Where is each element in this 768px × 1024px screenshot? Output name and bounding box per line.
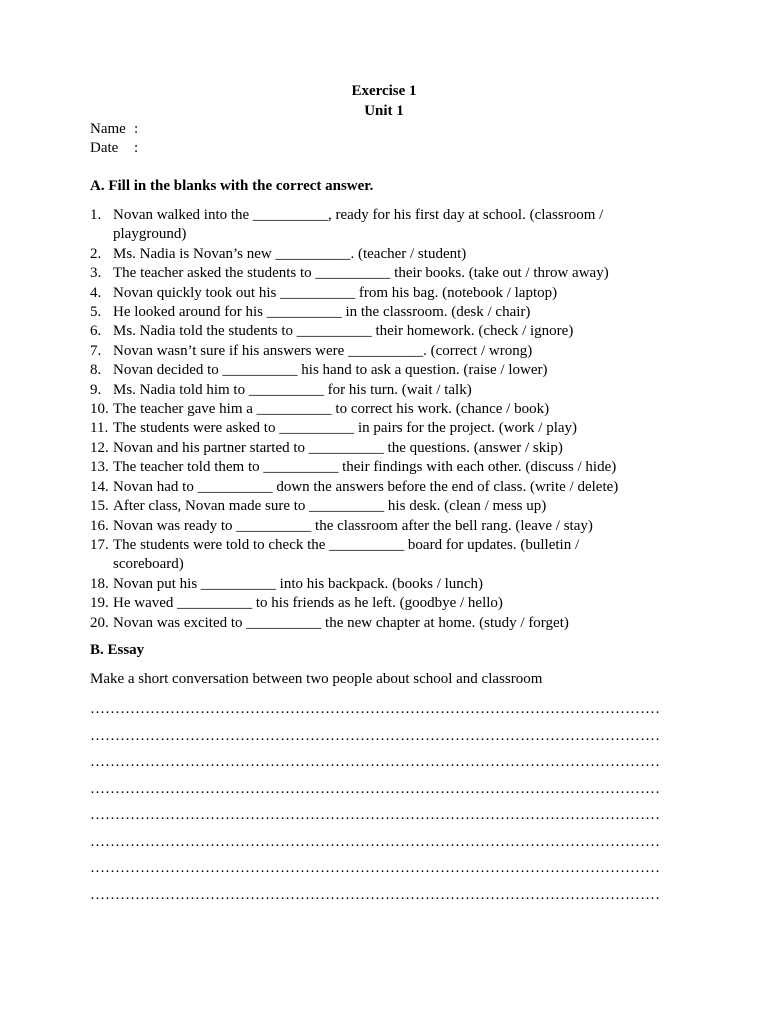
- student-info: [90, 120, 138, 158]
- question-number: 14.: [90, 478, 109, 495]
- question-text: Novan decided to __________ his hand to ask a question. (raise / lower): [113, 362, 548, 379]
- question-item: [90, 361, 650, 380]
- question-item: [90, 575, 650, 594]
- question-number: 6.: [90, 323, 102, 340]
- question-number: 15.: [90, 498, 109, 515]
- question-text: Novan was ready to __________ the classroom after the bell rang. (leave / stay): [113, 517, 593, 534]
- title-block: [0, 81, 768, 121]
- question-text: The students were told to check the __________ board for updates. (bulletin / scoreboard): [113, 536, 580, 573]
- question-number: 3.: [90, 265, 102, 282]
- question-item: [90, 206, 650, 245]
- question-text: The teacher told them to __________ their findings with each other. (discuss / hide): [113, 459, 617, 476]
- question-text: He looked around for his __________ in the classroom. (desk / chair): [113, 304, 531, 321]
- question-number: 19.: [90, 595, 109, 612]
- answer-line[interactable]: ……………………………………………………………………………………………………: [90, 807, 660, 823]
- question-text: After class, Novan made sure to __________ his desk. (clean / mess up): [113, 498, 547, 515]
- question-number: 17.: [90, 536, 109, 553]
- question-number: 8.: [90, 362, 102, 379]
- unit-subtitle: Unit 1: [364, 103, 404, 119]
- question-list: [90, 206, 650, 633]
- date-colon: :: [134, 140, 139, 156]
- question-text: Novan had to __________ down the answers before the end of class. (write / delete): [113, 478, 619, 495]
- question-number: 1.: [90, 207, 102, 223]
- question-item: [90, 594, 650, 613]
- question-text: Novan wasn’t sure if his answers were __________. (correct / wrong): [113, 342, 533, 359]
- answer-line[interactable]: ……………………………………………………………………………………………………: [90, 727, 660, 744]
- question-text: Novan put his __________ into his backpack. (books / lunch): [113, 575, 483, 592]
- question-item: [90, 458, 650, 477]
- essay-prompt: Make a short conversation between two people about school and classroom: [90, 671, 543, 687]
- question-text: Novan walked into the __________, ready for his first day at school. (classroom / playground): [113, 207, 604, 243]
- question-number: 13.: [90, 459, 109, 476]
- question-number: 10.: [90, 401, 109, 418]
- question-item: [90, 400, 650, 419]
- answer-line[interactable]: ……………………………………………………………………………………………………: [90, 886, 660, 903]
- question-number: 9.: [90, 381, 102, 398]
- question-number: 11.: [90, 420, 109, 437]
- question-text: Ms. Nadia told the students to __________ their homework. (check / ignore): [113, 323, 574, 340]
- question-text: The teacher gave him a __________ to correct his work. (chance / book): [113, 401, 550, 418]
- date-label: Date: [90, 140, 119, 156]
- exercise-title: Exercise 1: [351, 83, 417, 99]
- name-label: Name: [90, 121, 126, 137]
- question-number: 2.: [90, 245, 102, 262]
- question-item: [90, 342, 650, 361]
- question-item: [90, 536, 650, 575]
- question-number: 16.: [90, 517, 109, 534]
- essay-answer-lines: [90, 700, 678, 912]
- question-number: 18.: [90, 575, 109, 592]
- answer-line[interactable]: ……………………………………………………………………………………………………: [90, 701, 660, 717]
- question-text: Ms. Nadia told him to __________ for his turn. (wait / talk): [113, 381, 472, 398]
- question-item: [90, 303, 650, 322]
- name-colon: :: [134, 121, 139, 137]
- question-number: 4.: [90, 284, 102, 301]
- question-text: He waved __________ to his friends as he left. (goodbye / hello): [113, 595, 503, 612]
- section-a-heading: A. Fill in the blanks with the correct answer.: [90, 178, 374, 194]
- answer-line[interactable]: ……………………………………………………………………………………………………: [90, 754, 660, 770]
- question-item: [90, 517, 650, 536]
- question-item: [90, 497, 650, 516]
- question-item: [90, 264, 650, 283]
- question-text: The students were asked to __________ in pairs for the project. (work / play): [113, 420, 578, 437]
- question-text: Novan was excited to __________ the new chapter at home. (study / forget): [113, 614, 569, 631]
- question-text: Ms. Nadia is Novan’s new __________. (teacher / student): [113, 245, 467, 262]
- question-number: 7.: [90, 342, 102, 359]
- question-item: [90, 322, 650, 341]
- question-item: [90, 439, 650, 458]
- question-number: 12.: [90, 439, 109, 456]
- question-text: The teacher asked the students to __________ their books. (take out / throw away): [113, 265, 609, 282]
- question-item: [90, 614, 650, 633]
- answer-line[interactable]: ……………………………………………………………………………………………………: [90, 780, 660, 797]
- question-number: 5.: [90, 304, 102, 321]
- question-item: [90, 245, 650, 264]
- question-number: 20.: [90, 614, 109, 631]
- question-item: [90, 478, 650, 497]
- date-row: [90, 139, 138, 158]
- name-row: [90, 120, 138, 139]
- question-item: [90, 419, 650, 438]
- answer-line[interactable]: ……………………………………………………………………………………………………: [90, 833, 660, 850]
- answer-line[interactable]: ……………………………………………………………………………………………………: [90, 860, 660, 876]
- question-text: Novan quickly took out his __________ from his bag. (notebook / laptop): [113, 284, 558, 301]
- question-item: [90, 381, 650, 400]
- section-b-heading: B. Essay: [90, 642, 145, 658]
- question-text: Novan and his partner started to __________ the questions. (answer / skip): [113, 439, 563, 456]
- question-item: [90, 284, 650, 303]
